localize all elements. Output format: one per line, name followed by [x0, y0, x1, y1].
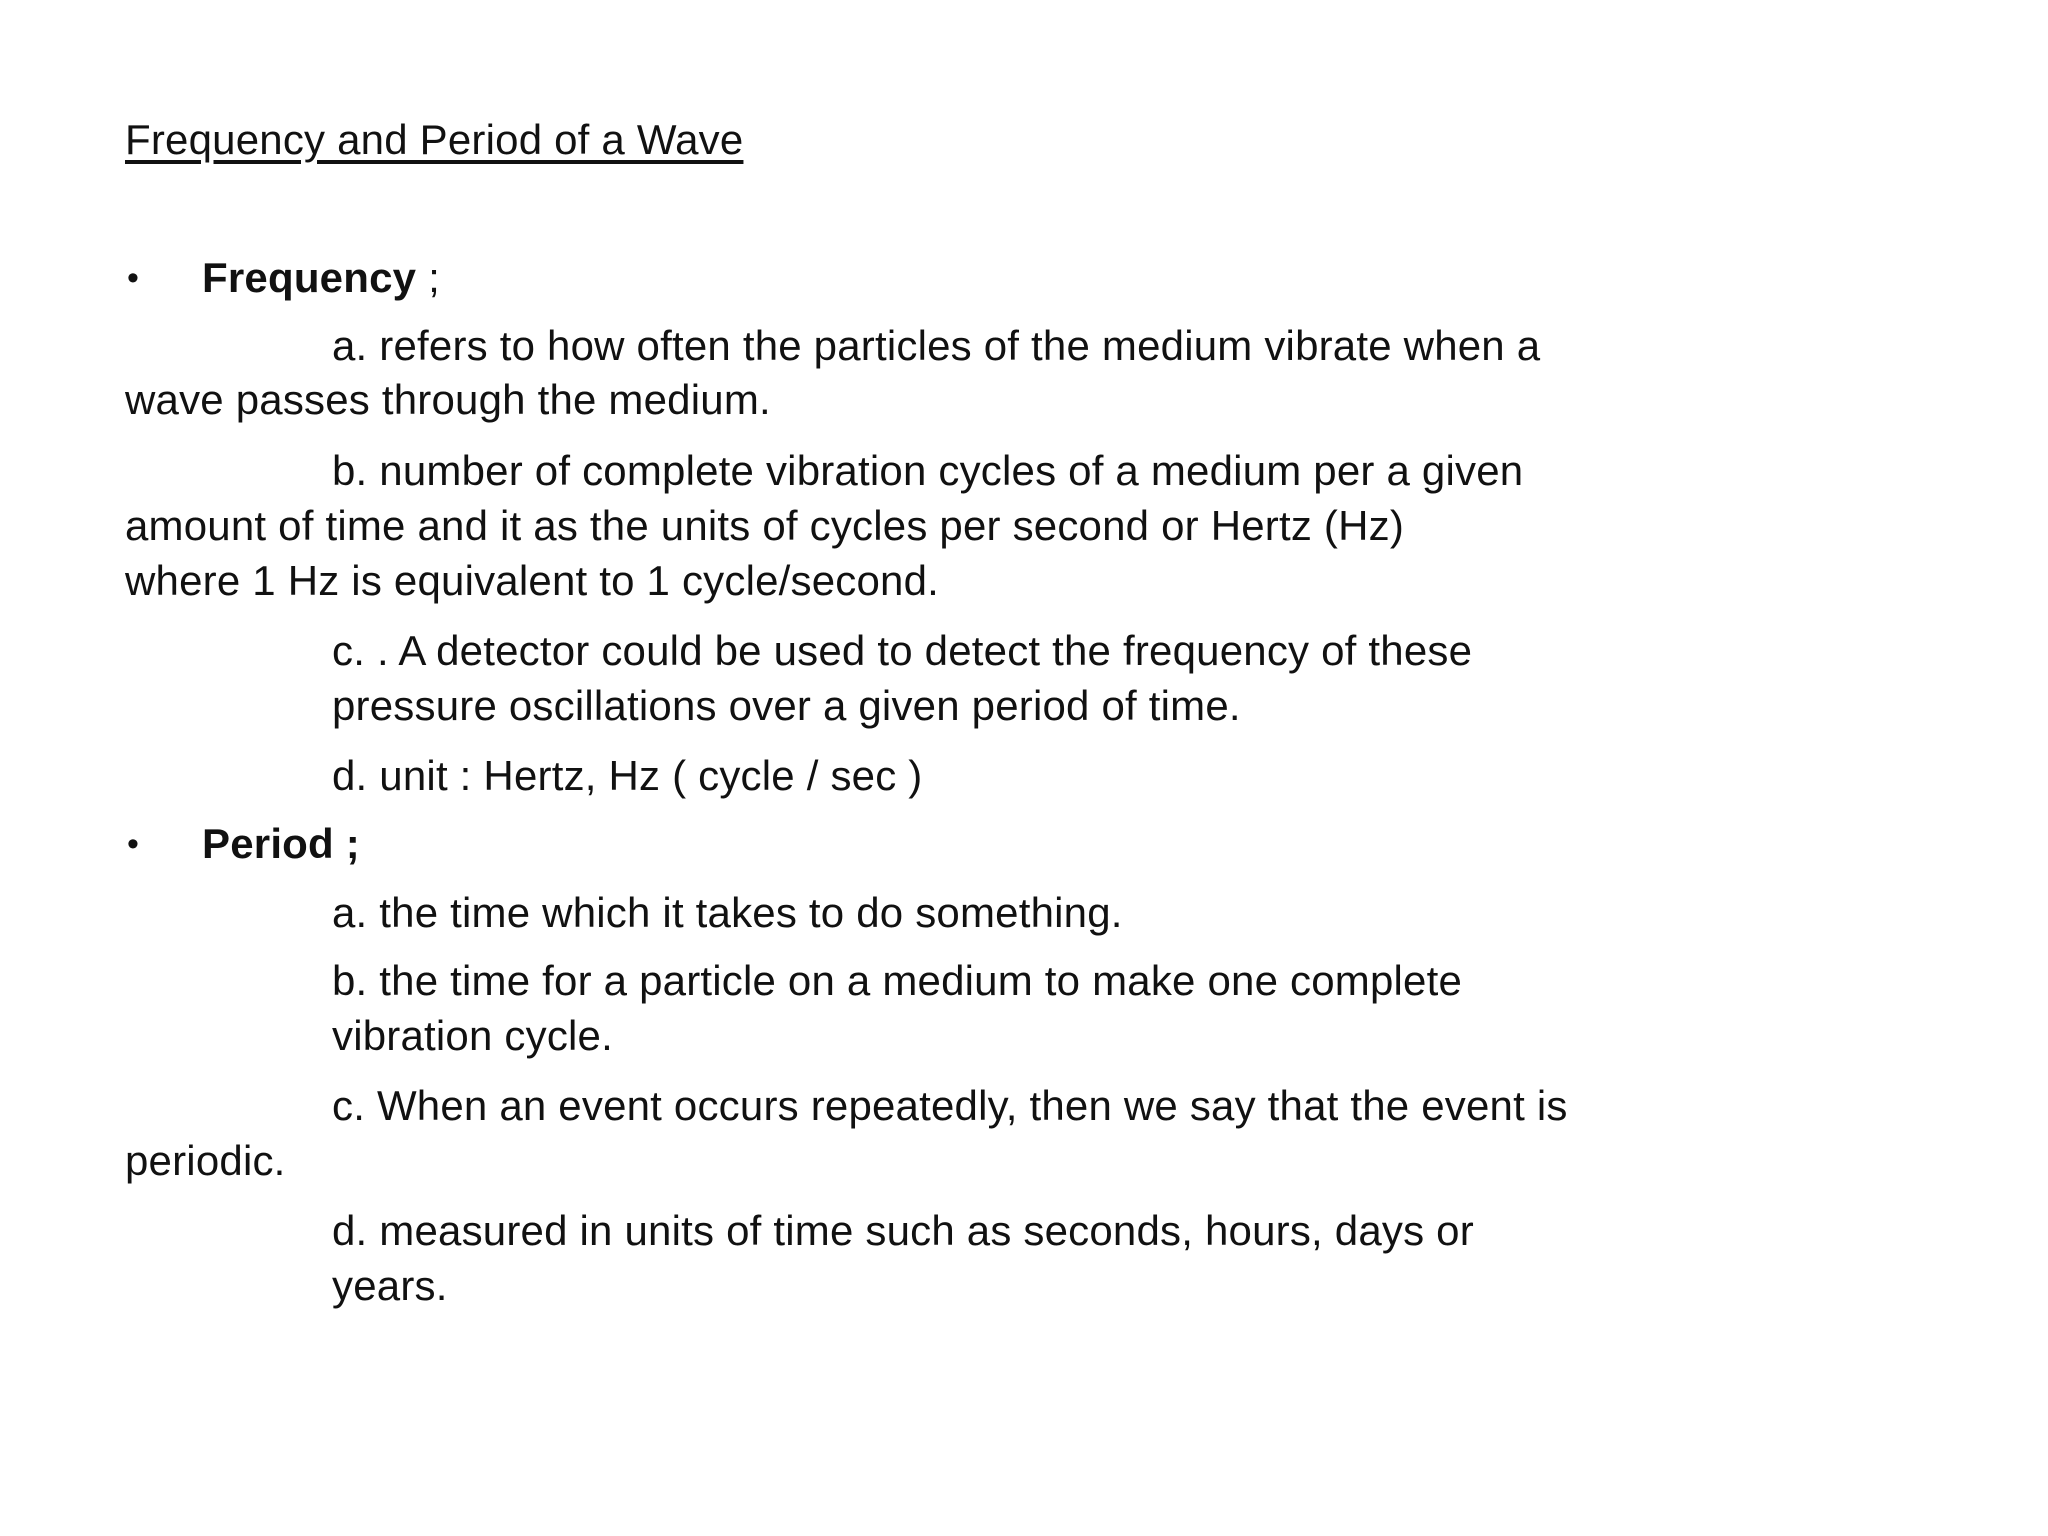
bullet-icon: • — [127, 825, 139, 863]
frequency-heading — [202, 250, 440, 306]
period-item-a-line1: a. the time which it takes to do something. — [332, 889, 1123, 936]
frequency-heading-label: Frequency — [202, 254, 417, 301]
period-item-c-line2: periodic. — [125, 1137, 286, 1184]
period-item-c-line1: c. When an event occurs repeatedly, then we say that the event is — [332, 1082, 1568, 1129]
period-item-b-line1: b. the time for a particle on a medium to make one complete — [332, 957, 1463, 1004]
frequency-item-d-line1: d. unit : Hertz, Hz ( cycle / sec ) — [332, 752, 923, 799]
frequency-item-b-line1: b. number of complete vibration cycles of a medium per a given — [332, 447, 1524, 494]
frequency-heading-suffix: ; — [416, 254, 440, 301]
slide-title: Frequency and Period of a Wave — [125, 116, 744, 163]
period-item-b-line2: vibration cycle. — [332, 1012, 613, 1059]
bullet-icon: • — [127, 259, 139, 297]
frequency-item-a-line1: a. refers to how often the particles of the medium vibrate when a — [332, 322, 1541, 369]
frequency-item-a-line2: wave passes through the medium. — [125, 376, 771, 423]
period-item-d-line1: d. measured in units of time such as seconds, hours, days or — [332, 1207, 1474, 1254]
frequency-item-c-line1: c. . A detector could be used to detect the frequency of these — [332, 627, 1473, 674]
period-heading: Period ; — [202, 820, 360, 867]
period-item-d-line2: years. — [332, 1262, 448, 1309]
frequency-item-b-line3: where 1 Hz is equivalent to 1 cycle/second. — [125, 557, 940, 604]
frequency-item-b-line2: amount of time and it as the units of cycles per second or Hertz (Hz) — [125, 502, 1405, 549]
frequency-item-c-line2: pressure oscillations over a given period of time. — [332, 682, 1241, 729]
